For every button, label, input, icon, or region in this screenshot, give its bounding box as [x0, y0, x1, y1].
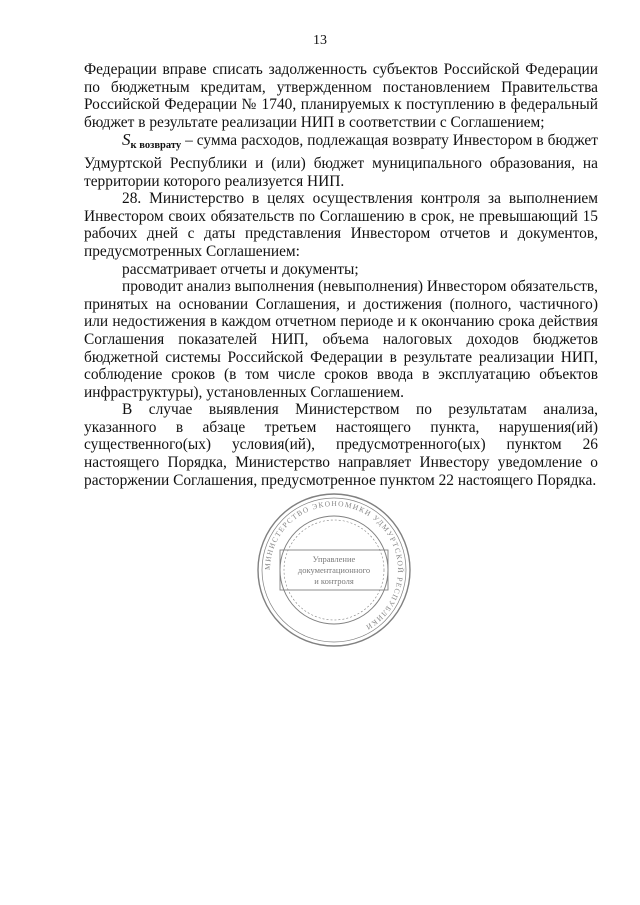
seal-inner-line-1: Управление [312, 554, 356, 564]
paragraph-analysis: проводит анализ выполнения (невыполнения) Инвестором обязательств, принятых на основании Соглашения, и достижения (полного, частичного) или недостижения в каждом отчетном периоде и к окончанию срока действия Соглашения показателей НИП, объема налоговых доходов бюджетов бюджетной системы Российской Федерации в результате реализации НИП, соблюдение сроков (в том числе сроков ввода в эксплуатацию объектов инфраструктуры), установленных Соглашением. [84, 278, 598, 401]
paragraph-reviews-reports: рассматривает отчеты и документы; [122, 260, 359, 278]
seal-inner-line-2: документационного [297, 565, 371, 575]
document-body [84, 61, 598, 489]
paragraph-clause-28: 28. Министерство в целях осуществления контроля за выполнением Инвестором своих обязательств по Соглашению в срок, не превышающий 15 рабочих дней с даты представления Инвестором отчетов и документов, предусмотренных Соглашением: [84, 190, 598, 260]
seal-inner-line-3: и контроля [314, 576, 354, 586]
formula-definition-text: – сумма расходов, подлежащая возврату Инвестором в бюджет Удмуртской Республики и (или) бюджет муниципального образования, на территории которого реализуется НИП. [84, 132, 598, 190]
paragraph-continuation: Федерации вправе списать задолженность субъектов Российской Федерации по бюджетным кредитам, утвержденном постановлением Правительства Российской Федерации № 1740, планируемых к поступлению в федеральный бюджет в результате реализации НИП в соответствии с Соглашением; [84, 61, 598, 131]
formula-subscript: к возврату [130, 140, 182, 152]
paragraph-formula-definition [84, 131, 598, 190]
seal-ring-text: МИНИСТЕРСТВО ЭКОНОМИКИ УДМУРТСКОЙ РЕСПУБЛИКИ [262, 498, 406, 633]
official-seal [256, 492, 412, 648]
paragraph-termination-notice: В случае выявления Министерством по результатам анализа, указанного в абзаце третьем настоящего пункта, нарушения(ий) существенного(ых) условия(ий), предусмотренного(ых) пунктом 26 настоящего Порядка, Министерство направляет Инвестору уведомление о расторжении Соглашения, предусмотренное пунктом 22 настоящего Порядка. [84, 401, 598, 489]
page-number: 13 [313, 33, 327, 48]
formula-symbol: $S_{к возврату}$ [122, 130, 182, 152]
